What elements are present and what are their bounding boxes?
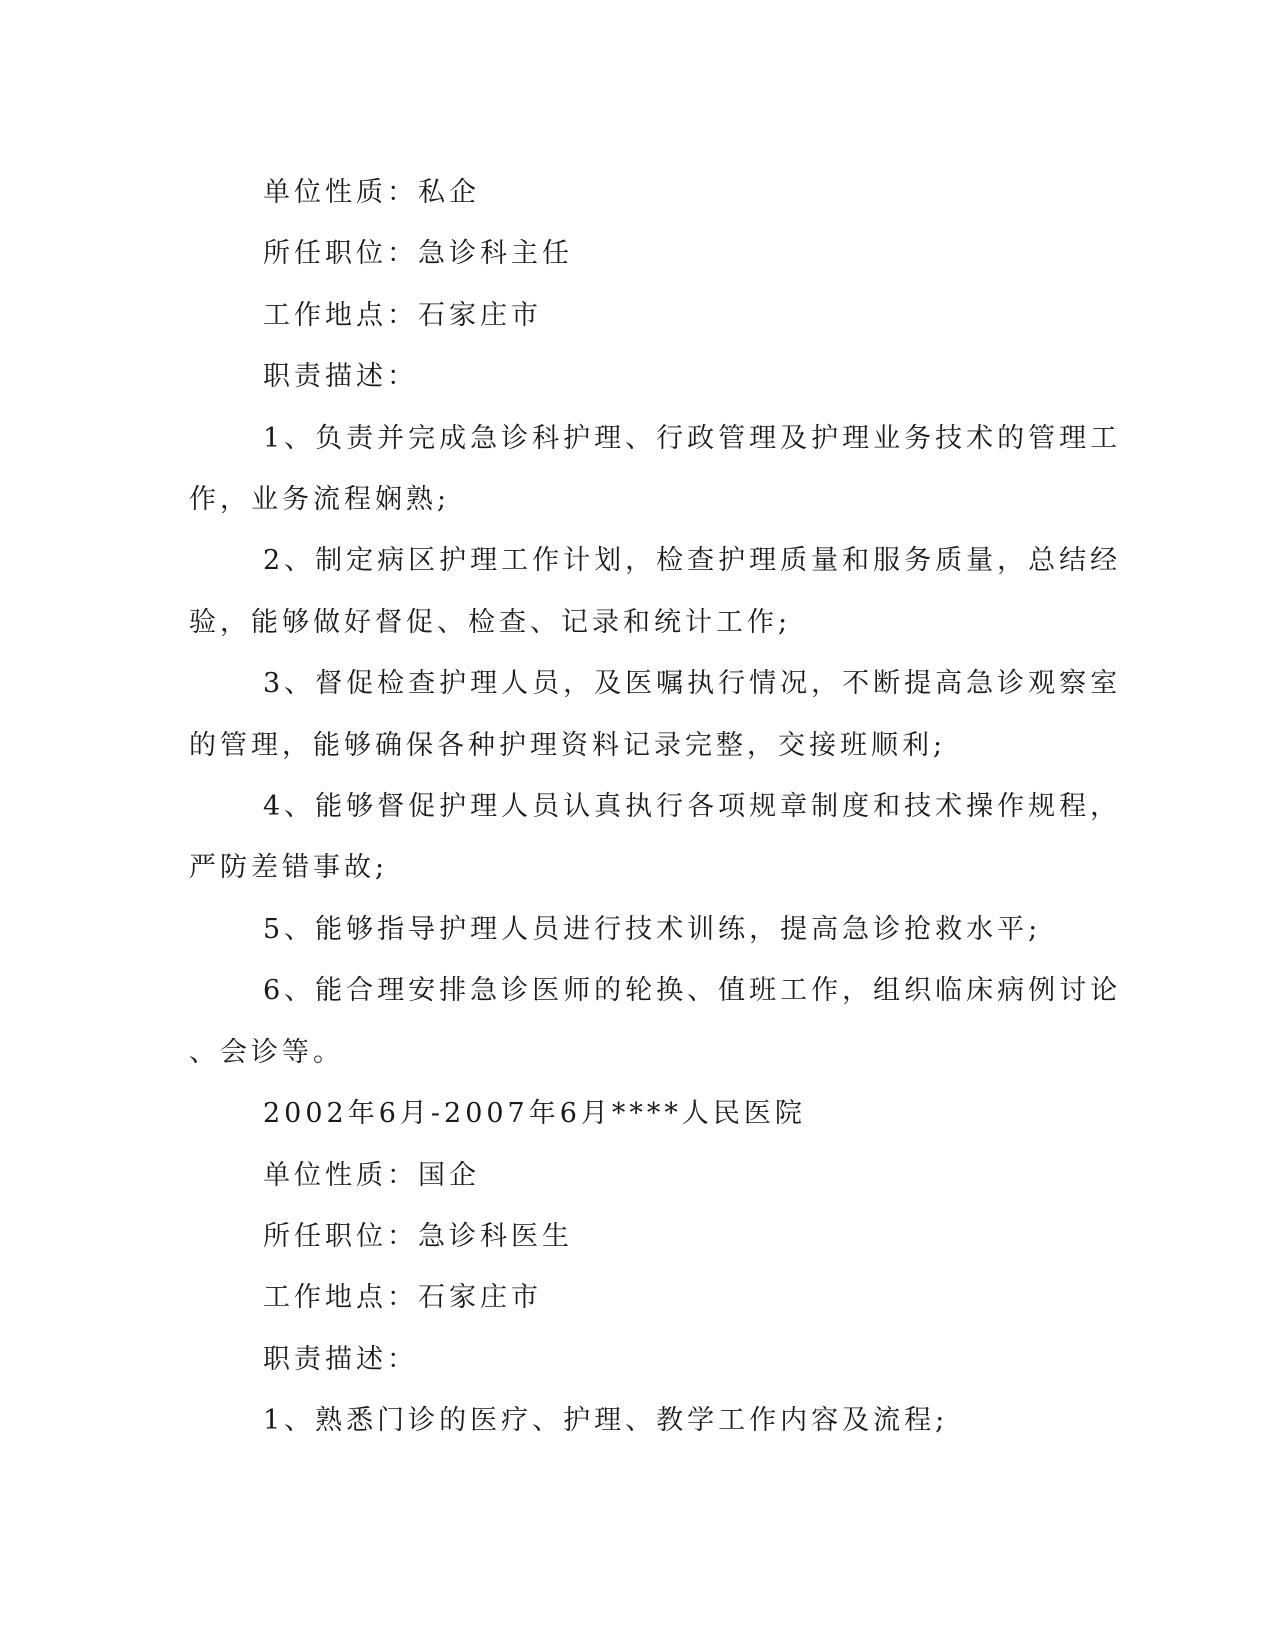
job1-duty-4-line1: 4、能够督促护理人员认真执行各项规章制度和技术操作规程， <box>263 791 1122 823</box>
job2-unit-nature: 单位性质：国企 <box>263 1159 480 1191</box>
job1-unit-nature: 单位性质：私企 <box>263 177 480 208</box>
job1-duty-4-line2: 严防差错事故; <box>189 852 389 884</box>
job2-duty-1-line1: 1、熟悉门诊的医疗、护理、教学工作内容及流程; <box>263 1405 949 1437</box>
job1-duty-6-line1: 6、能合理安排急诊医师的轮换、值班工作，组织临床病例讨论 <box>263 975 1122 1007</box>
document-body <box>189 162 1122 1452</box>
job1-position: 所任职位：急诊科主任 <box>263 238 573 270</box>
job1-duty-5-line1: 5、能够指导护理人员进行技术训练，提高急诊抢救水平; <box>263 913 1042 945</box>
job2-period-employer: 2002年6月-2007年6月****人民医院 <box>263 1098 806 1130</box>
job1-duty-2-line2: 验，能够做好督促、检查、记录和统计工作; <box>189 606 792 638</box>
job1-duty-6-line2: 、会诊等。 <box>189 1036 344 1068</box>
job1-duty-1-line1: 1、负责并完成急诊科护理、行政管理及护理业务技术的管理工 <box>263 422 1122 454</box>
job1-duty-3-line2: 的管理，能够确保各种护理资料记录完整，交接班顺利; <box>189 729 947 761</box>
job1-location: 工作地点：石家庄市 <box>263 299 542 331</box>
job2-position: 所任职位：急诊科医生 <box>263 1220 573 1252</box>
job1-duty-3-line1: 3、督促检查护理人员，及医嘱执行情况，不断提高急诊观察室 <box>263 668 1122 700</box>
job2-duties-title: 职责描述： <box>263 1343 418 1375</box>
job1-duty-2-line1: 2、制定病区护理工作计划，检查护理质量和服务质量，总结经 <box>263 545 1122 577</box>
job1-duties-title: 职责描述： <box>263 361 418 393</box>
job2-location: 工作地点：石家庄市 <box>263 1282 542 1314</box>
job1-duty-1-line2: 作，业务流程娴熟; <box>189 484 451 516</box>
